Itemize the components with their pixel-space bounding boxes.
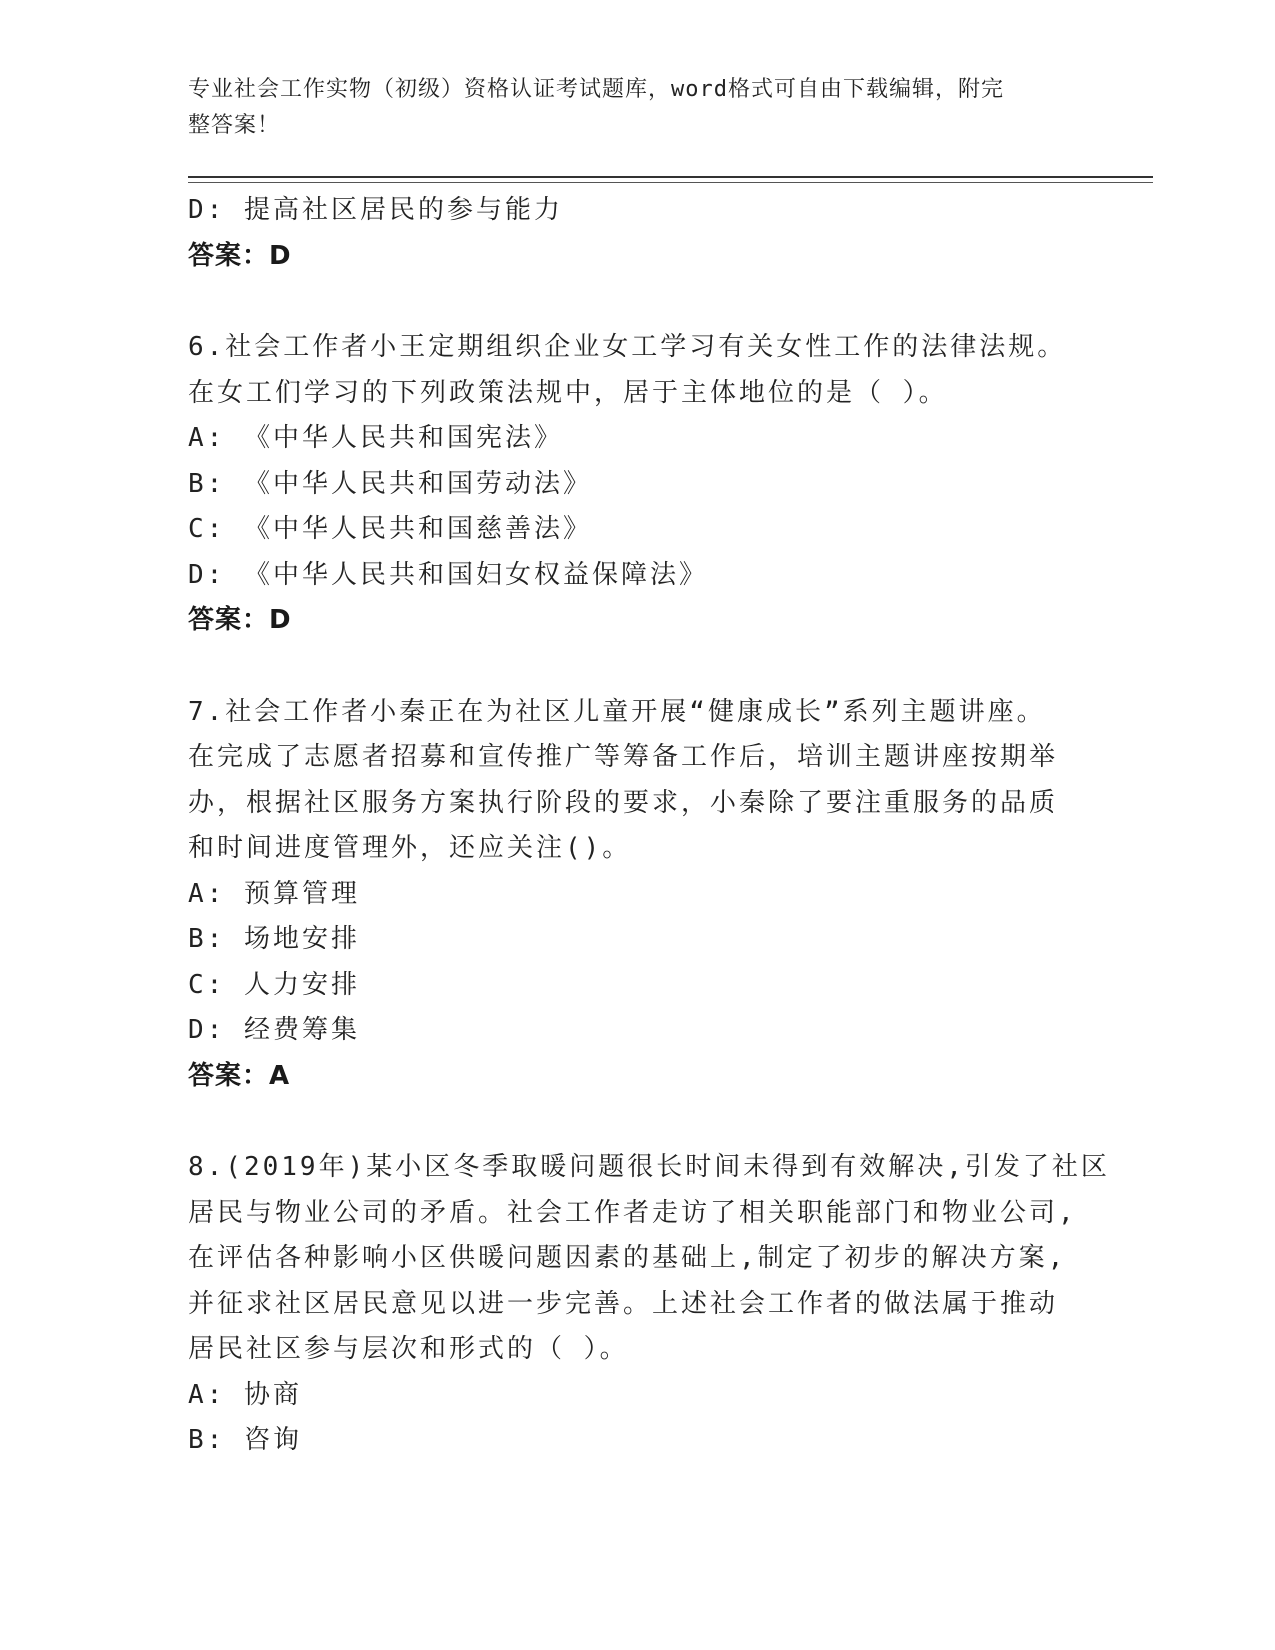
question-6-line-1: 6.社会工作者小王定期组织企业女工学习有关女性工作的法律法规。: [188, 332, 1067, 362]
question-8-option-b: B: 咨询: [188, 1425, 302, 1455]
question-7: [188, 690, 1088, 872]
question-7-answer: 答案：A: [188, 1060, 291, 1091]
prev-option-d: D: 提高社区居民的参与能力: [188, 195, 563, 225]
question-7-line-3: 办，根据社区服务方案执行阶段的要求，小秦除了要注重服务的品质: [188, 787, 1059, 818]
question-7-option-d: D: 经费筹集: [188, 1015, 360, 1045]
question-6-line-2: 在女工们学习的下列政策法规中，居于主体地位的是（ ）。: [188, 377, 948, 408]
question-6-option-a: A: 《中华人民共和国宪法》: [188, 423, 563, 453]
header-line-1: 专业社会工作实物（初级）资格认证考试题库，word格式可自由下载编辑，附完: [188, 77, 1004, 102]
question-list: [188, 188, 1110, 1464]
page-header: [188, 72, 1068, 144]
question-7-line-4: 和时间进度管理外，还应关注()。: [188, 833, 632, 863]
header-divider-thin: [188, 182, 1153, 183]
question-6-option-b: B: 《中华人民共和国劳动法》: [188, 468, 592, 499]
question-7-line-2: 在完成了志愿者招募和宣传推广等筹备工作后，培训主题讲座按期举: [188, 742, 1059, 772]
header-divider-thick: [188, 176, 1153, 178]
question-6-option-c: C: 《中华人民共和国慈善法》: [188, 514, 592, 544]
question-7-option-b: B: 场地安排: [188, 924, 360, 954]
question-6-answer: 答案：D: [188, 605, 292, 635]
question-7-option-a: A: 预算管理: [188, 878, 360, 909]
question-7-line-1: 7.社会工作者小秦正在为社区儿童开展“健康成长”系列主题讲座。: [188, 696, 1046, 727]
header-line-2: 整答案！: [188, 113, 281, 138]
question-8-line-2: 居民与物业公司的矛盾。社会工作者走访了相关职能部门和物业公司,: [188, 1197, 1077, 1228]
spacer: [188, 644, 1088, 690]
question-8-line-4: 并征求社区居民意见以进一步完善。上述社会工作者的做法属于推动: [188, 1288, 1059, 1319]
question-8-line-3: 在评估各种影响小区供暖问题因素的基础上,制定了初步的解决方案,: [188, 1243, 1067, 1273]
prev-answer: 答案：D: [188, 240, 292, 271]
question-8-option-a: A: 协商: [188, 1379, 302, 1410]
question-8-line-5: 居民社区参与层次和形式的（ ）。: [188, 1334, 629, 1364]
spacer: [188, 1099, 1088, 1145]
question-8-line-1: 8.(2019年)某小区冬季取暖问题很长时间未得到有效解决,引发了社区: [188, 1152, 1110, 1182]
question-6-option-d: D: 《中华人民共和国妇女权益保障法》: [188, 559, 708, 590]
question-8: [188, 1145, 1110, 1373]
spacer: [188, 279, 1088, 325]
question-7-option-c: C: 人力安排: [188, 969, 360, 1000]
question-6: [188, 325, 1088, 416]
